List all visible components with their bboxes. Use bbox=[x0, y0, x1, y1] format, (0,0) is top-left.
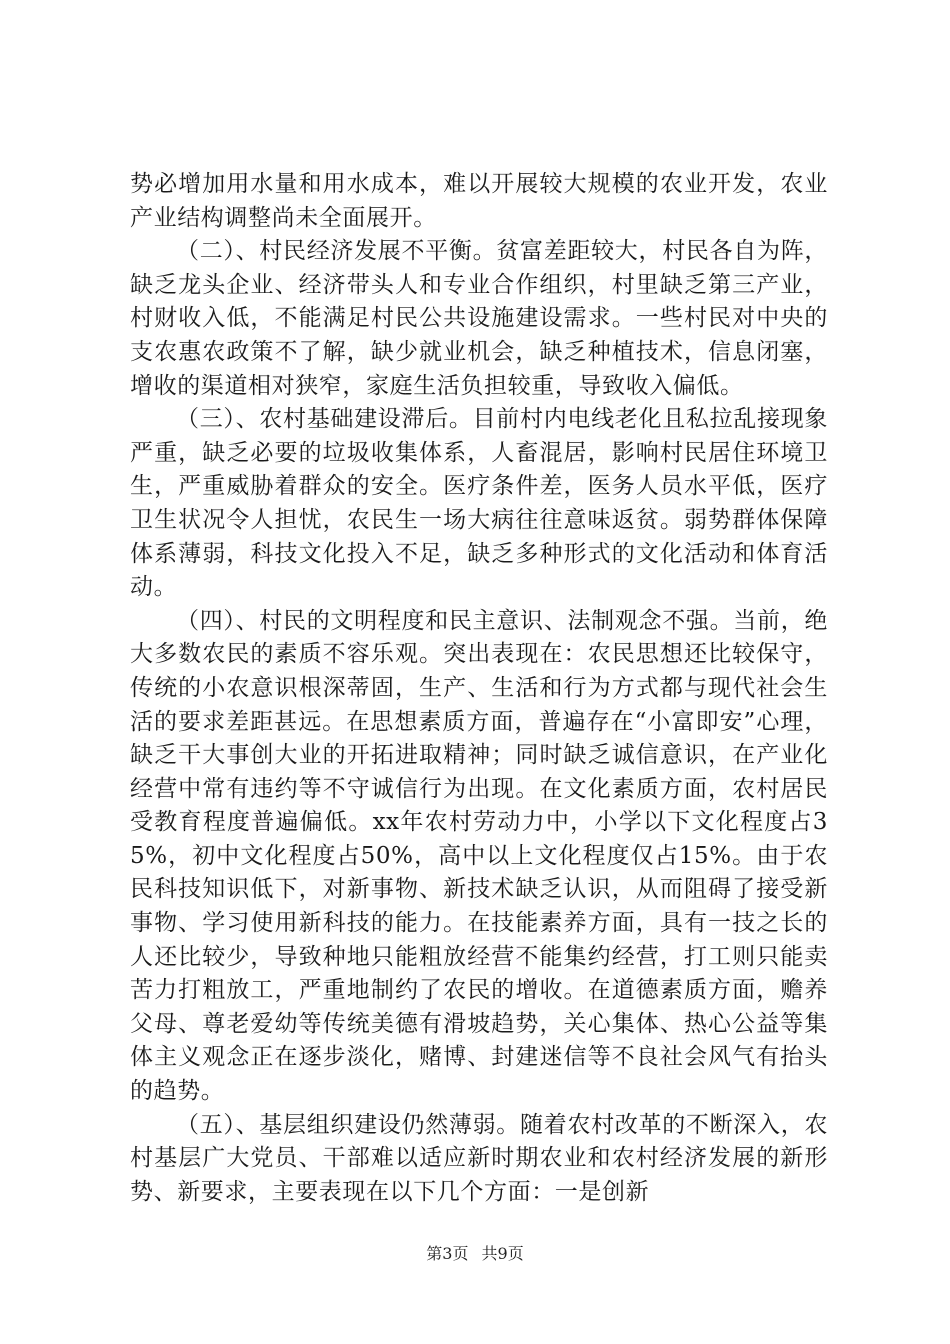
paragraph-section-5: （五）、基层组织建设仍然薄弱。随着农村改革的不断深入，农村基层广大党员、干部难以适应新时期农业和农村经济发展的新形势、新要求，主要表现在以下几个方面：一是创新 bbox=[130, 1111, 828, 1205]
page-total: 共9页 bbox=[481, 1244, 524, 1263]
document-body bbox=[130, 168, 828, 1209]
paragraph-section-2: （二）、村民经济发展不平衡。贫富差距较大，村民各自为阵，缺乏龙头企业、经济带头人和专业合作组织，村里缺乏第三产业，村财收入低，不能满足村民公共设施建设需求。一些村民对中央的支农惠农政策不了解，缺少就业机会，缺乏种植技术，信息闭塞，增收的渠道相对狭窄，家庭生活负担较重，导致收入偏低。 bbox=[130, 238, 828, 399]
page-number: 第3页 bbox=[426, 1244, 469, 1263]
paragraph-continuation: 势必增加用水量和用水成本，难以开展较大规模的农业开发，农业产业结构调整尚未全面展开。 bbox=[130, 171, 828, 231]
paragraph-section-3: （三）、农村基础建设滞后。目前村内电线老化且私拉乱接现象严重，缺乏必要的垃圾收集体系，人畜混居，影响村民居住环境卫生，严重威胁着群众的安全。医疗条件差，医务人员水平低，医疗卫生状况令人担忧，农民生一场大病往往意味返贫。弱势群体保障体系薄弱，科技文化投入不足，缺乏多种形式的文化活动和体育活动。 bbox=[130, 406, 828, 601]
paragraph-section-4: （四）、村民的文明程度和民主意识、法制观念不强。当前，绝大多数农民的素质不容乐观。突出表现在：农民思想还比较保守，传统的小农意识根深蒂固，生产、生活和行为方式都与现代社会生活的要求差距甚远。在思想素质方面，普遍存在“小富即安”心理，缺乏干大事创大业的开拓进取精神；同时缺乏诚信意识，在产业化经营中常有违约等不守诚信行为出现。在文化素质方面，农村居民受教育程度普遍偏低。xx年农村劳动力中，小学以下文化程度占35%，初中文化程度占50%，高中以上文化程度仅占15%。由于农民科技知识低下，对新事物、新技术缺乏认识，从而阻碍了接受新事物、学习使用新科技的能力。在技能素养方面，具有一技之长的人还比较少，导致种地只能粗放经营不能集约经营，打工则只能卖苦力打粗放工，严重地制约了农民的增收。在道德素质方面，赡养父母、尊老爱幼等传统美德有滑坡趋势，关心集体、热心公益等集体主义观念正在逐步淡化，赌博、封建迷信等不良社会风气有抬头的趋势。 bbox=[130, 607, 828, 1105]
page-footer bbox=[0, 1244, 950, 1264]
